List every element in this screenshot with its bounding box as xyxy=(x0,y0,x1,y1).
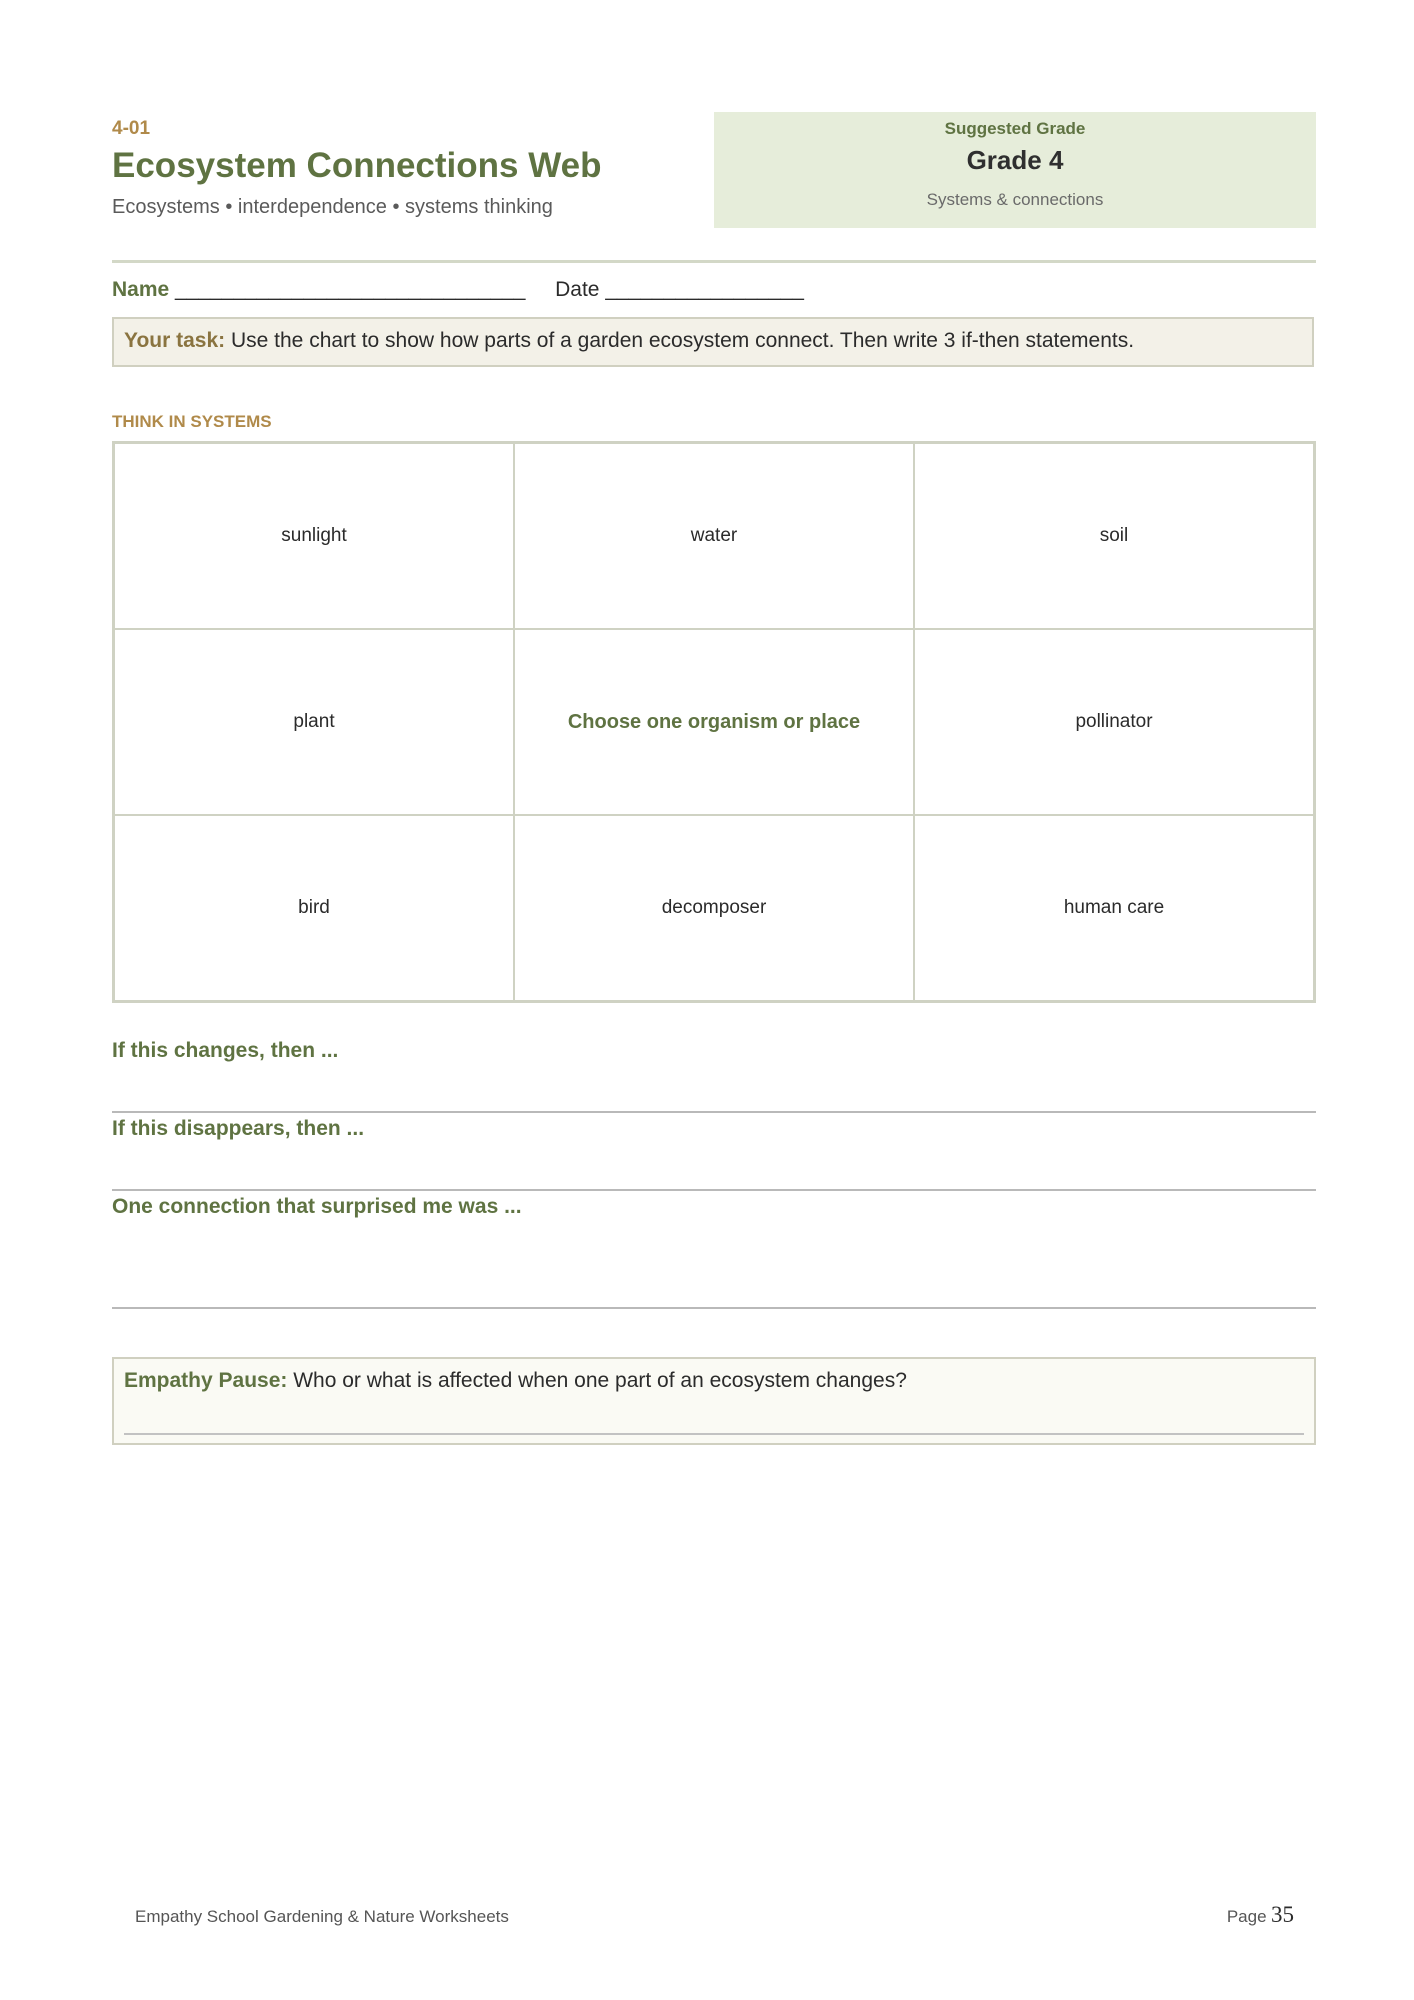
systems-chart xyxy=(112,441,1316,1003)
name-label: Name xyxy=(112,278,170,301)
prompt-disappears: If this disappears, then ... xyxy=(112,1117,365,1140)
grade-box xyxy=(714,112,1316,228)
name-date-row xyxy=(112,278,804,302)
page-number xyxy=(1227,1902,1294,1928)
chart-cell-soil[interactable]: soil xyxy=(914,443,1314,629)
task-text: Use the chart to show how parts of a garden ecosystem connect. Then write 3 if-then statements. xyxy=(230,329,1135,352)
section-heading: THINK IN SYSTEMS xyxy=(112,412,272,431)
prompt-changes: If this changes, then ... xyxy=(112,1039,339,1062)
worksheet-header xyxy=(112,112,1316,230)
task-label: Your task: xyxy=(124,329,226,352)
chart-cell-water[interactable]: water xyxy=(514,443,914,629)
chart-cell-bird[interactable]: bird xyxy=(114,815,514,1001)
date-label: Date xyxy=(555,278,600,301)
empathy-box xyxy=(112,1357,1316,1445)
grade-value: Grade 4 xyxy=(966,145,1064,175)
answer-line-disappears[interactable] xyxy=(112,1189,1316,1191)
chart-cell-decomposer[interactable]: decomposer xyxy=(514,815,914,1001)
prompt-surprised: One connection that surprised me was ... xyxy=(112,1195,522,1218)
page-subtitle: Ecosystems • interdependence • systems thinking xyxy=(112,196,553,218)
task-box xyxy=(112,317,1314,367)
answer-line-changes[interactable] xyxy=(112,1111,1316,1113)
worksheet-code: 4-01 xyxy=(112,118,151,139)
date-field[interactable]: _________________ xyxy=(605,278,804,301)
chart-cell-human-care[interactable]: human care xyxy=(914,815,1314,1001)
chart-cell-sunlight[interactable]: sunlight xyxy=(114,443,514,629)
grade-subtitle: Systems & connections xyxy=(926,190,1104,209)
page-number-value: 35 xyxy=(1271,1902,1294,1927)
empathy-label: Empathy Pause: xyxy=(124,1369,288,1392)
name-field[interactable]: ______________________________ xyxy=(175,278,526,301)
answer-line-surprised[interactable] xyxy=(112,1307,1316,1309)
grade-label: Suggested Grade xyxy=(944,119,1086,138)
chart-cell-pollinator[interactable]: pollinator xyxy=(914,629,1314,815)
page-title: Ecosystem Connections Web xyxy=(112,146,602,185)
empathy-answer-line[interactable] xyxy=(124,1433,1304,1435)
footer-source: Empathy School Gardening & Nature Worksheets xyxy=(135,1907,509,1926)
chart-cell-plant[interactable]: plant xyxy=(114,629,514,815)
header-divider xyxy=(112,260,1316,263)
chart-cell-center[interactable]: Choose one organism or place xyxy=(514,629,914,815)
empathy-text: Who or what is affected when one part of an ecosystem changes? xyxy=(293,1369,907,1392)
page-label: Page xyxy=(1226,1907,1267,1926)
empathy-prompt xyxy=(124,1369,907,1393)
